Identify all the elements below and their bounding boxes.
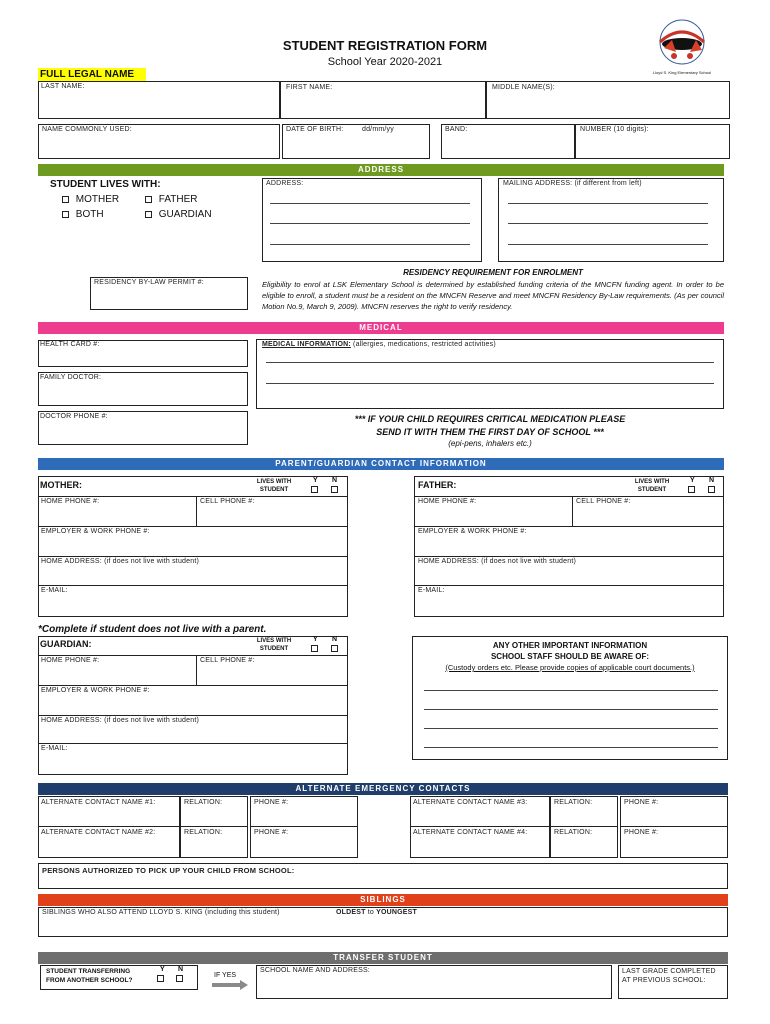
mother-n-label: N xyxy=(332,477,338,484)
contact-3-label: ALTERNATE CONTACT NAME #3: xyxy=(413,799,528,806)
guardian-n-label: N xyxy=(332,636,338,643)
father-row-divider-4 xyxy=(414,585,724,586)
guardian-email: E-MAIL: xyxy=(41,745,68,752)
middle-name-label: MIDDLE NAME(S): xyxy=(492,84,555,91)
other-info-line-2 xyxy=(424,709,718,710)
residency-requirement-text: Eligibility to enrol at LSK Elementary School is determined by established funding criteria of the MNCFN funding agent. In order to be eligible to enroll, a student must be a resident on the MNCFN Reserve and meet MNCFN Residency By-Law requirements. (As per council Motion No.9, March 9, 2009). MNCFN reserves the right to verify residency. xyxy=(262,280,724,311)
guardian-y-label: Y xyxy=(313,636,318,643)
father-home-phone: HOME PHONE #: xyxy=(418,498,477,505)
guardian-lives-with-1: LIVES WITH xyxy=(256,638,292,644)
medical-info-bold: MEDICAL INFORMATION: xyxy=(262,341,351,348)
father-row-divider-2 xyxy=(414,526,724,527)
other-info-line-4 xyxy=(424,747,718,748)
mother-cell-phone: CELL PHONE #: xyxy=(200,498,255,505)
guardian-phone-divider xyxy=(196,655,197,685)
medication-warning-1: *** IF YOUR CHILD REQUIRES CRITICAL MEDICATION PLEASE xyxy=(354,414,626,424)
father-row-divider-3 xyxy=(414,556,724,557)
mother-row-divider xyxy=(38,496,348,497)
father-n-checkbox[interactable] xyxy=(708,486,715,493)
guardian-lives-with-2: STUDENT xyxy=(259,646,289,652)
siblings-oldest: OLDEST xyxy=(336,909,366,916)
contact-2-phone: PHONE #: xyxy=(254,829,289,836)
transfer-n-checkbox[interactable] xyxy=(176,975,183,982)
siblings-label: SIBLINGS WHO ALSO ATTEND LLOYD S. KING (including this student) xyxy=(42,909,280,916)
siblings-order xyxy=(336,909,417,916)
medical-info-label xyxy=(262,341,496,348)
contact-4-relation: RELATION: xyxy=(554,829,593,836)
siblings-band: SIBLINGS xyxy=(38,894,728,906)
school-logo xyxy=(646,18,718,76)
lives-with-heading: STUDENT LIVES WITH: xyxy=(50,179,161,190)
both-option-label: BOTH xyxy=(75,209,104,220)
mother-lives-with-1: LIVES WITH xyxy=(256,479,292,485)
address-field[interactable] xyxy=(262,178,482,262)
mailing-line-2 xyxy=(508,223,708,224)
transfer-question-2: FROM ANOTHER SCHOOL? xyxy=(46,977,133,984)
common-name-label: NAME COMMONLY USED: xyxy=(42,126,132,133)
siblings-to: to xyxy=(365,909,377,916)
last-name-label: LAST NAME: xyxy=(41,83,85,90)
medical-info-field[interactable] xyxy=(256,339,724,409)
lives-father-option[interactable] xyxy=(145,194,198,205)
address-band: ADDRESS xyxy=(38,164,724,176)
father-checkbox[interactable] xyxy=(145,196,152,203)
guardian-note: *Complete if student does not live with a parent. xyxy=(38,624,267,635)
doctor-phone-label: DOCTOR PHONE #: xyxy=(40,413,108,420)
medication-warning-3: (epi-pens, inhalers etc.) xyxy=(448,439,532,448)
father-employer: EMPLOYER & WORK PHONE #: xyxy=(418,528,527,535)
guardian-home-phone: HOME PHONE #: xyxy=(41,657,100,664)
dob-format: dd/mm/yy xyxy=(362,126,394,133)
father-heading: FATHER: xyxy=(418,480,457,490)
health-card-label: HEALTH CARD #: xyxy=(40,341,100,348)
transfer-question-1: STUDENT TRANSFERRING xyxy=(46,968,131,975)
dob-label: DATE OF BIRTH: xyxy=(286,126,344,133)
both-checkbox[interactable] xyxy=(62,211,69,218)
school-name-label: SCHOOL NAME AND ADDRESS: xyxy=(260,967,370,974)
lives-both-option[interactable] xyxy=(62,209,104,220)
mother-y-label: Y xyxy=(313,477,318,484)
father-phone-divider xyxy=(572,496,573,526)
residency-requirement-title: RESIDENCY REQUIREMENT FOR ENROLMENT xyxy=(403,268,583,277)
band-label: BAND: xyxy=(445,126,468,133)
contact-4-label: ALTERNATE CONTACT NAME #4: xyxy=(413,829,528,836)
authorized-pickup-label: PERSONS AUTHORIZED TO PICK UP YOUR CHILD FROM SCHOOL: xyxy=(42,866,295,875)
mother-n-checkbox[interactable] xyxy=(331,486,338,493)
father-row-divider xyxy=(414,496,724,497)
guardian-home-address: HOME ADDRESS: (if does not live with student) xyxy=(41,717,199,724)
address-line-2 xyxy=(270,223,470,224)
guardian-n-checkbox[interactable] xyxy=(331,645,338,652)
logo-caption: Lloyd S. King Elementary School xyxy=(652,70,712,75)
family-doctor-label: FAMILY DOCTOR: xyxy=(40,374,102,381)
mother-home-phone: HOME PHONE #: xyxy=(41,498,100,505)
father-y-label: Y xyxy=(690,477,695,484)
contact-2-relation: RELATION: xyxy=(184,829,223,836)
guardian-option-label: GUARDIAN xyxy=(158,209,212,220)
lives-mother-option[interactable] xyxy=(62,194,119,205)
parent-band: PARENT/GUARDIAN CONTACT INFORMATION xyxy=(38,458,724,470)
address-line-1 xyxy=(270,203,470,204)
number-label: NUMBER (10 digits): xyxy=(580,126,649,133)
contact-1-label: ALTERNATE CONTACT NAME #1: xyxy=(41,799,156,806)
medication-warning-2: SEND IT WITH THEM THE FIRST DAY OF SCHOOL *** xyxy=(376,427,604,437)
mother-email: E-MAIL: xyxy=(41,587,68,594)
guardian-checkbox[interactable] xyxy=(145,211,152,218)
mother-option-label: MOTHER xyxy=(75,194,120,205)
guardian-row-divider-3 xyxy=(38,715,348,716)
other-info-line-1 xyxy=(424,690,718,691)
medical-info-note: (allergies, medications, restricted activities) xyxy=(350,341,496,348)
father-n-label: N xyxy=(709,477,715,484)
guardian-heading: GUARDIAN: xyxy=(40,639,92,649)
transfer-y-checkbox[interactable] xyxy=(157,975,164,982)
mother-phone-divider xyxy=(196,496,197,526)
mother-row-divider-4 xyxy=(38,585,348,586)
mailing-address-label: MAILING ADDRESS: (if different from left) xyxy=(503,180,642,187)
father-cell-phone: CELL PHONE #: xyxy=(576,498,631,505)
lives-guardian-option[interactable] xyxy=(145,209,212,220)
guardian-y-checkbox[interactable] xyxy=(311,645,318,652)
mother-employer: EMPLOYER & WORK PHONE #: xyxy=(41,528,150,535)
father-email: E-MAIL: xyxy=(418,587,445,594)
mother-y-checkbox[interactable] xyxy=(311,486,318,493)
guardian-row-divider-4 xyxy=(38,743,348,744)
other-info-heading-3: (Custody orders etc. Please provide copies of applicable court documents.) xyxy=(445,663,695,672)
guardian-cell-phone: CELL PHONE #: xyxy=(200,657,255,664)
mailing-line-3 xyxy=(508,244,708,245)
transfer-n-label: N xyxy=(178,966,184,973)
mother-checkbox[interactable] xyxy=(62,196,69,203)
contact-3-phone: PHONE #: xyxy=(624,799,659,806)
medical-line-2 xyxy=(266,383,714,384)
first-name-label: FIRST NAME: xyxy=(286,84,333,91)
legal-name-heading: FULL LEGAL NAME xyxy=(38,68,146,81)
medical-band: MEDICAL xyxy=(38,322,724,334)
mother-lives-with-2: STUDENT xyxy=(259,487,289,493)
address-label: ADDRESS: xyxy=(266,180,304,187)
school-year: School Year 2020-2021 xyxy=(327,56,443,68)
other-info-heading-2: SCHOOL STAFF SHOULD BE AWARE OF: xyxy=(490,652,650,661)
address-line-3 xyxy=(270,244,470,245)
transfer-band: TRANSFER STUDENT xyxy=(38,952,728,964)
father-lives-with-1: LIVES WITH xyxy=(634,479,670,485)
medical-line-1 xyxy=(266,362,714,363)
transfer-y-label: Y xyxy=(160,966,165,973)
logo-emblem-icon xyxy=(646,18,718,68)
last-grade-label-2: AT PREVIOUS SCHOOL: xyxy=(622,977,706,984)
father-home-address: HOME ADDRESS: (if does not live with student) xyxy=(418,558,576,565)
mailing-address-field[interactable] xyxy=(498,178,724,262)
mother-row-divider-3 xyxy=(38,556,348,557)
contact-2-label: ALTERNATE CONTACT NAME #2: xyxy=(41,829,156,836)
guardian-row-divider-2 xyxy=(38,685,348,686)
guardian-employer: EMPLOYER & WORK PHONE #: xyxy=(41,687,150,694)
emergency-band: ALTERNATE EMERGENCY CONTACTS xyxy=(38,783,728,795)
father-lives-with-2: STUDENT xyxy=(637,487,667,493)
mailing-line-1 xyxy=(508,203,708,204)
other-info-line-3 xyxy=(424,728,718,729)
guardian-row-divider xyxy=(38,655,348,656)
form-title: STUDENT REGISTRATION FORM xyxy=(282,38,488,53)
siblings-youngest: YOUNGEST xyxy=(376,909,418,916)
last-grade-label-1: LAST GRADE COMPLETED xyxy=(622,968,716,975)
father-y-checkbox[interactable] xyxy=(688,486,695,493)
mother-home-address: HOME ADDRESS: (if does not live with student) xyxy=(41,558,199,565)
contact-3-relation: RELATION: xyxy=(554,799,593,806)
other-info-heading-1: ANY OTHER IMPORTANT INFORMATION xyxy=(492,641,648,650)
contact-4-phone: PHONE #: xyxy=(624,829,659,836)
contact-1-relation: RELATION: xyxy=(184,799,223,806)
contact-1-phone: PHONE #: xyxy=(254,799,289,806)
father-option-label: FATHER xyxy=(158,194,198,205)
mother-heading: MOTHER: xyxy=(40,480,82,490)
if-yes-label: IF YES xyxy=(214,972,237,979)
residency-permit-label: RESIDENCY BY-LAW PERMIT #: xyxy=(94,279,204,286)
mother-row-divider-2 xyxy=(38,526,348,527)
arrow-right-icon xyxy=(212,980,248,992)
